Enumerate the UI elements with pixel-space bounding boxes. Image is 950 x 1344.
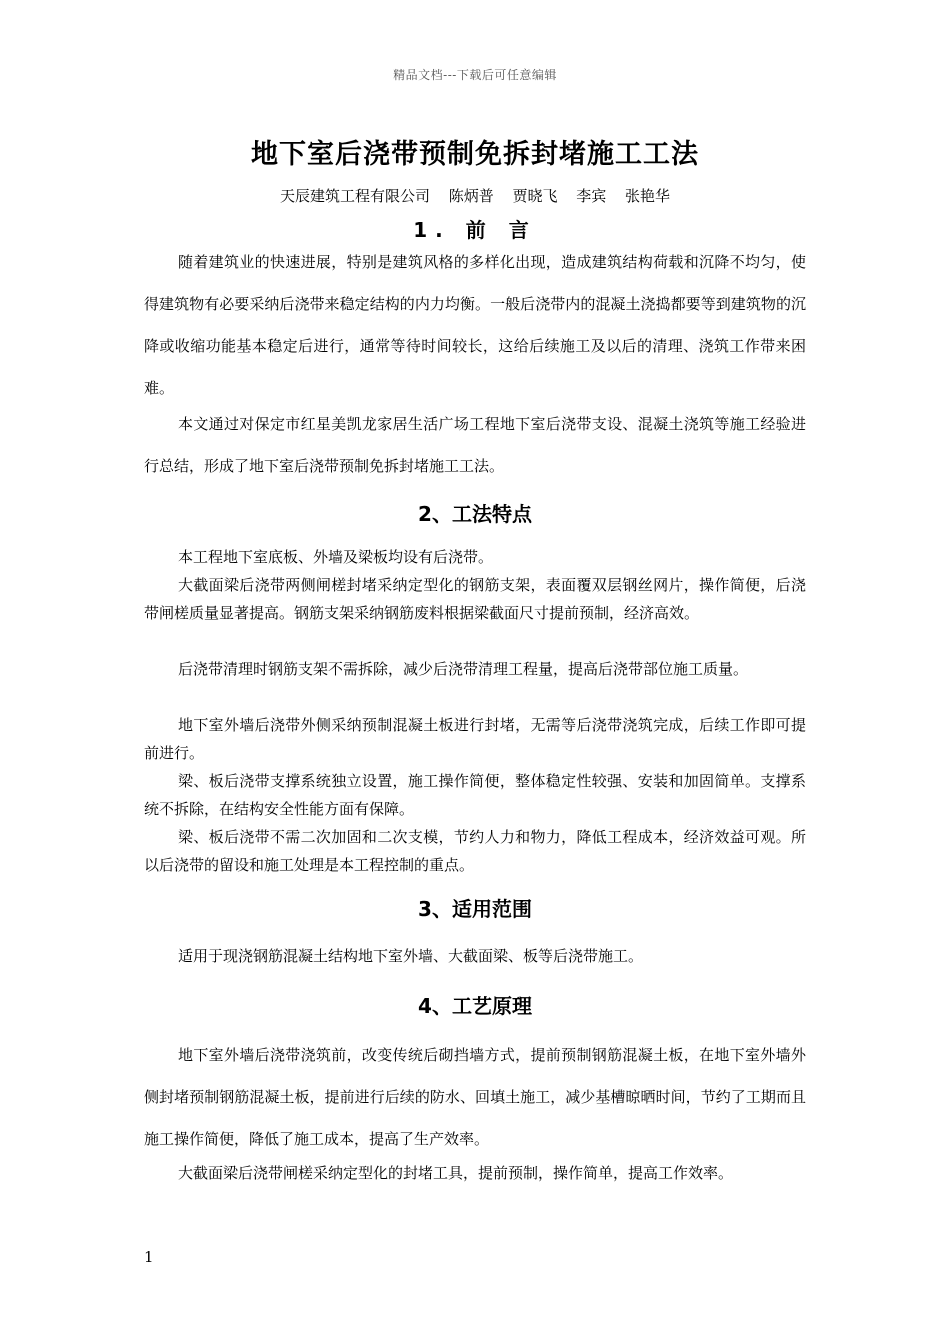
section-heading-features: 2、工法特点 bbox=[418, 502, 532, 526]
authors-line: 天辰建筑工程有限公司 陈炳普 贾晓飞 李宾 张艳华 bbox=[279, 187, 671, 205]
paragraph: 本工程地下室底板、外墙及梁板均设有后浇带。 bbox=[178, 548, 494, 566]
header-note: 精品文档---下载后可任意编辑 bbox=[393, 68, 557, 82]
paragraph: 大截面梁后浇带两侧闸槎封堵采纳定型化的钢筋支架，表面覆双层钢丝网片，操作简便，后浇带闸槎质量显著提高。钢筋支架采纳钢筋废料根据梁截面尺寸提前预制，经济高效。 bbox=[144, 576, 806, 622]
document-title: 地下室后浇带预制免拆封堵施工工法 bbox=[251, 139, 699, 170]
paragraph: 本文通过对保定市红星美凯龙家居生活广场工程地下室后浇带支设、混凝土浇筑等施工经验进行总结，形成了地下室后浇带预制免拆封堵施工工法。 bbox=[144, 415, 806, 475]
paragraph: 适用于现浇钢筋混凝土结构地下室外墙、大截面梁、板等后浇带施工。 bbox=[178, 947, 644, 965]
section-heading-scope: 3、适用范围 bbox=[418, 897, 532, 921]
page-number: 1 bbox=[144, 1248, 154, 1266]
paragraph: 梁、板后浇带不需二次加固和二次支模，节约人力和物力，降低工程成本，经济效益可观。所以后浇带的留设和施工处理是本工程控制的重点。 bbox=[144, 828, 806, 874]
section-heading-preface: 1. 前 言 bbox=[413, 218, 537, 242]
paragraph: 大截面梁后浇带闸槎采纳定型化的封堵工具，提前预制，操作简单，提高工作效率。 bbox=[178, 1164, 734, 1182]
paragraph: 地下室外墙后浇带浇筑前，改变传统后砌挡墙方式，提前预制钢筋混凝土板，在地下室外墙外侧封堵预制钢筋混凝土板，提前进行后续的防水、回填土施工，减少基槽晾晒时间，节约了工期而且施工操作简便，降低了施工成本，提高了生产效率。 bbox=[144, 1046, 806, 1148]
paragraph: 地下室外墙后浇带外侧采纳预制混凝土板进行封堵，无需等后浇带浇筑完成，后续工作即可提前进行。 bbox=[144, 716, 806, 762]
paragraph: 随着建筑业的快速进展，特别是建筑风格的多样化出现，造成建筑结构荷载和沉降不均匀，使得建筑物有必要采纳后浇带来稳定结构的内力均衡。一般后浇带内的混凝土浇捣都要等到建筑物的沉降或收缩功能基本稳定后进行，通常等待时间较长，这给后续施工及以后的清理、浇筑工作带来困难。 bbox=[144, 253, 806, 397]
paragraph: 梁、板后浇带支撑系统独立设置，施工操作简便，整体稳定性较强、安装和加固简单。支撑系统不拆除，在结构安全性能方面有保障。 bbox=[144, 772, 806, 818]
paragraph: 后浇带清理时钢筋支架不需拆除，减少后浇带清理工程量，提高后浇带部位施工质量。 bbox=[178, 660, 749, 678]
section-heading-principle: 4、工艺原理 bbox=[418, 994, 532, 1018]
